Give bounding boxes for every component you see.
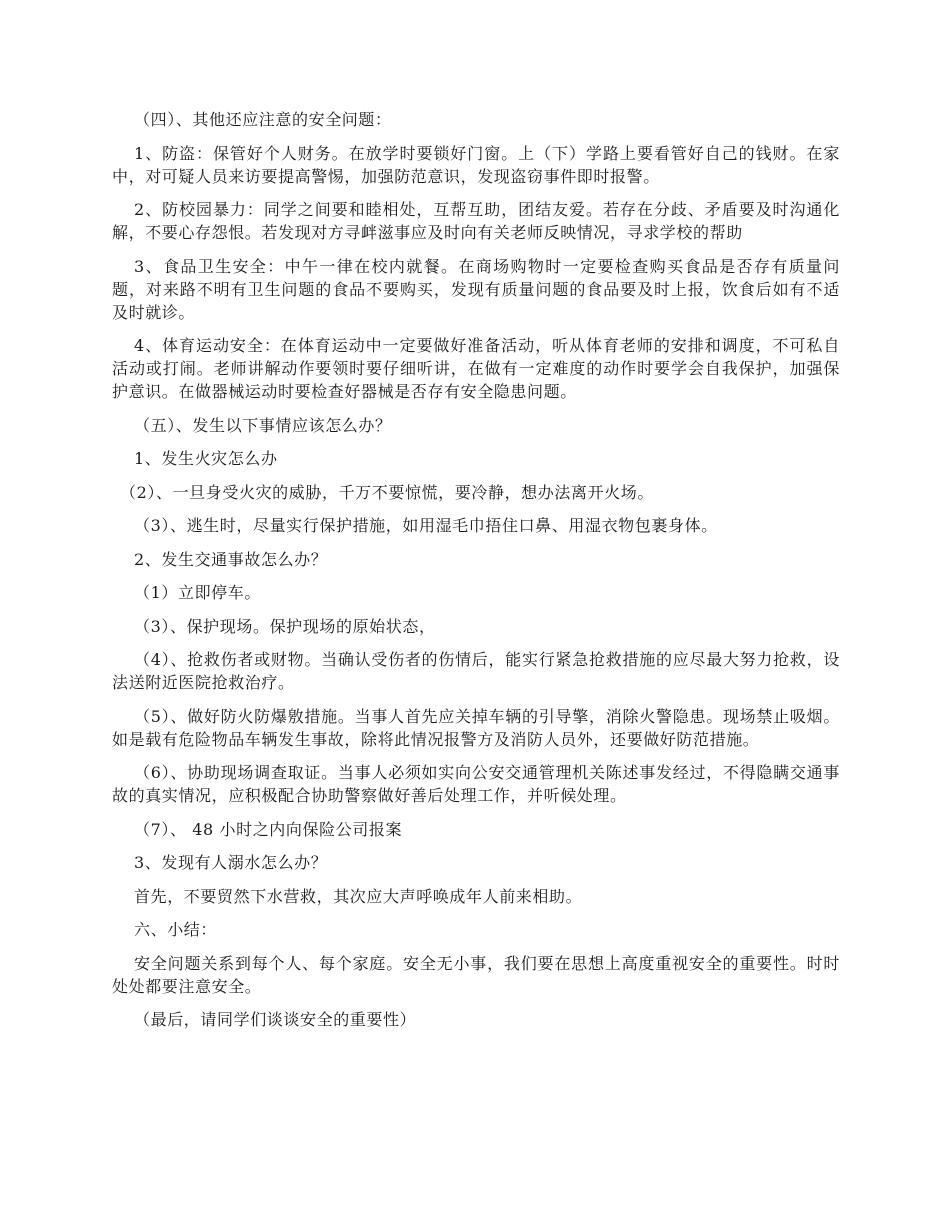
section-heading: 六、小结： <box>134 920 218 939</box>
list-item: （1）立即停车。 <box>134 583 261 602</box>
list-item: （5）、做好防火防爆敫措施。当事人首先应关掉车辆的引导擎，消除火警隐患。现场禁止吸烟。如是载有危险物品车辆发生事故，除将此情况报警方及消防人员外，还要做好防范措施。 <box>112 706 840 749</box>
paragraph-sports-safety: 4、体育运动安全：在体育运动中一定要做好准备活动，听从体育老师的安排和调度，不可私自活动或打闹。老师讲解动作要领时要仔细听讲，在做有一定难度的动作时要学会自我保护，加强保护意识。在做器械运动时要检查好器械是否存有安全隐患问题。 <box>112 336 840 401</box>
paragraph-theft-prevention: 1、防盗：保管好个人财务。在放学时要锁好门窗。上（下）学路上要看管好自己的钱财。在家中，对可疑人员来访要提高警惕，加强防范意识，发现盗窃事件即时报警。 <box>112 143 840 186</box>
subheading-drowning: 3、发现有人溺水怎么办？ <box>134 853 328 872</box>
subheading-fire: 1、发生火灾怎么办 <box>134 449 278 468</box>
paragraph-school-violence: 2、防校园暴力：同学之间要和睦相处，互帮互助，团结友爱。若存在分歧、矛盾要及时沟通化解，不要心存怨恨。若发现对方寻衅滋事应及时向有关老师反映情况，寻求学校的帮助 <box>112 200 840 242</box>
paragraph-summary: 安全问题关系到每个人、每个家庭。安全无小事，我们要在思想上高度重视安全的重要性。时时处处都要注意安全。 <box>112 953 840 996</box>
paragraph-drowning: 首先，不要贸然下水营救，其次应大声呼唤成年人前来相助。 <box>134 886 583 906</box>
paragraph-food-safety: 3、食品卫生安全：中午一律在校内就餐。在商场购物时一定要检查购买食品是否存有质量问题，对来路不明有卫生问题的食品不要购买，发现有质量问题的食品要及时上报，饮食后如有不适及时就诊。 <box>112 256 840 322</box>
paragraph-closing: （最后，请同学们谈谈安全的重要性） <box>134 1010 417 1029</box>
list-item: （6）、协助现场调查取证。当事人必须如实向公安交通管理机关陈述事发经过，不得隐瞒交通事故的真实情况，应积极配合协助警察做好善后处理工作，并听候处理。 <box>112 763 840 805</box>
list-item: （3）、逃生时，尽量实行保护措施，如用湿毛巾捂住口鼻、用湿衣物包裹身体。 <box>134 516 718 535</box>
list-item: （3）、保护现场。保护现场的原始状态， <box>134 616 436 636</box>
list-item: （4）、抢救伤者或财物。当确认受伤者的伤情后，能实行紧急抢救措施的应尽最大努力抢救，设法送附近医院抢救治疗。 <box>112 650 840 692</box>
document-body <box>112 108 840 1042</box>
list-item: （7）、 48 小时之内向保险公司报案 <box>134 819 403 839</box>
subheading-traffic: 2、发生交通事故怎么办？ <box>134 549 328 569</box>
section-heading: （五）、发生以下事情应该怎么办？ <box>134 415 392 435</box>
list-item: （2）、一旦身受火灾的威胁，千万不要惊慌，要冷静，想办法离开火场。 <box>120 482 654 502</box>
section-heading: （四）、其他还应注意的安全问题： <box>134 110 392 129</box>
